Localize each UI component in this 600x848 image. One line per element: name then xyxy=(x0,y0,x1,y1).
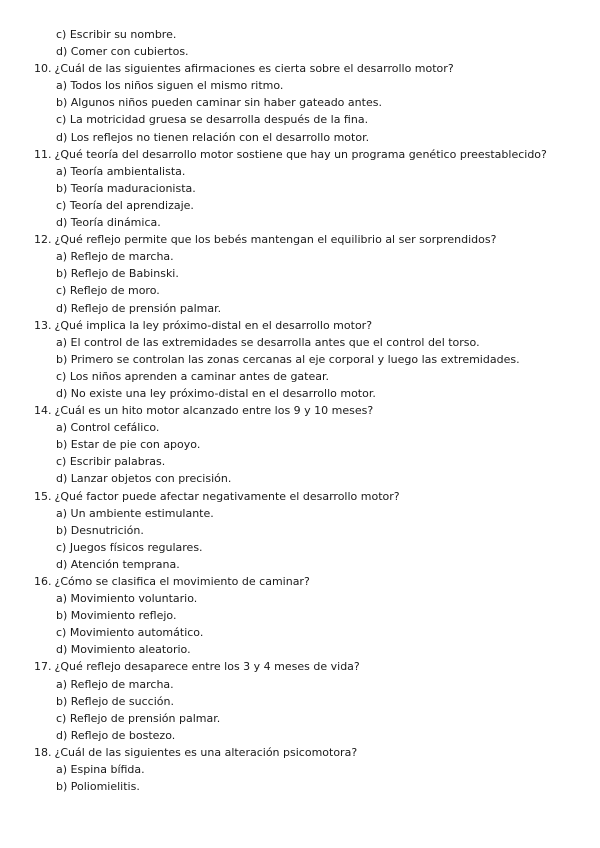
question-text: ¿Cuál es un hito motor alcanzado entre los 9 y 10 meses? xyxy=(54,404,374,418)
option-line: c) Escribir su nombre. xyxy=(56,28,177,41)
option-line: c) Juegos físicos regulares. xyxy=(56,540,203,554)
option-line: b) Poliomielitis. xyxy=(56,780,140,794)
question-number: 10. xyxy=(34,62,52,76)
option-line: b) Reflejo de Babinski. xyxy=(56,267,179,281)
option-line: b) Reflejo de succión. xyxy=(56,694,174,708)
question-number: 12. xyxy=(34,233,52,247)
question-line xyxy=(0,146,600,163)
question-line xyxy=(0,658,600,675)
question-line xyxy=(0,231,600,248)
question-number: 18. xyxy=(34,745,52,759)
question-text: ¿Cuál de las siguientes es una alteración psicomotora? xyxy=(54,745,358,759)
question-text: ¿Qué reflejo permite que los bebés mantengan el equilibrio al ser sorprendidos? xyxy=(54,233,497,247)
option-line: c) Movimiento automático. xyxy=(56,626,204,640)
question-list xyxy=(0,26,600,795)
option-line: a) Reflejo de marcha. xyxy=(56,250,174,264)
option-line: a) Reflejo de marcha. xyxy=(56,677,174,691)
option-line: a) Control cefálico. xyxy=(56,421,160,435)
option-line: d) Reflejo de bostezo. xyxy=(56,728,176,742)
option-line: c) Los niños aprenden a caminar antes de gatear. xyxy=(56,369,329,383)
question-text: ¿Qué reflejo desaparece entre los 3 y 4 meses de vida? xyxy=(54,660,360,674)
question-text: ¿Qué teoría del desarrollo motor sostiene que hay un programa genético preestablecido? xyxy=(54,147,547,161)
question-number: 11. xyxy=(34,147,52,161)
option-line: d) Movimiento aleatorio. xyxy=(56,643,191,657)
question-text: ¿Cómo se clasifica el movimiento de caminar? xyxy=(54,575,310,588)
option-line: b) Primero se controlan las zonas cercanas al eje corporal y luego las extremidades. xyxy=(56,352,520,366)
option-line: c) La motricidad gruesa se desarrolla después de la fina. xyxy=(56,113,369,127)
option-line: a) Espina bífida. xyxy=(56,763,145,777)
question-number: 16. xyxy=(34,575,52,588)
question-line xyxy=(0,744,600,761)
option-line: d) Reflejo de prensión palmar. xyxy=(56,301,222,315)
option-line: d) Los reflejos no tienen relación con el desarrollo motor. xyxy=(56,130,370,144)
question-line xyxy=(0,317,600,334)
question-text: ¿Cuál de las siguientes afirmaciones es cierta sobre el desarrollo motor? xyxy=(54,62,454,76)
option-line: b) Algunos niños pueden caminar sin haber gateado antes. xyxy=(56,96,382,110)
option-line: b) Estar de pie con apoyo. xyxy=(56,438,201,452)
option-line: b) Desnutrición. xyxy=(56,523,144,537)
option-line: d) No existe una ley próximo-distal en el desarrollo motor. xyxy=(56,386,376,400)
question-text: ¿Qué factor puede afectar negativamente el desarrollo motor? xyxy=(54,489,400,503)
option-line: a) Teoría ambientalista. xyxy=(56,164,186,178)
option-line: b) Movimiento reflejo. xyxy=(56,609,177,623)
question-number: 14. xyxy=(34,404,52,418)
option-line: c) Reflejo de prensión palmar. xyxy=(56,711,221,725)
option-line: a) Movimiento voluntario. xyxy=(56,592,198,606)
question-number: 15. xyxy=(34,489,52,503)
option-line: a) Todos los niños siguen el mismo ritmo. xyxy=(56,79,284,93)
question-line xyxy=(0,488,600,505)
option-line: c) Reflejo de moro. xyxy=(56,284,160,298)
question-line xyxy=(0,573,600,590)
question-number: 17. xyxy=(34,660,52,674)
question-line xyxy=(0,60,600,77)
option-line: d) Teoría dinámica. xyxy=(56,216,161,230)
option-line: d) Comer con cubiertos. xyxy=(56,45,189,59)
option-line: a) Un ambiente estimulante. xyxy=(56,506,214,520)
option-line: c) Escribir palabras. xyxy=(56,455,166,469)
option-line: a) El control de las extremidades se desarrolla antes que el control del torso. xyxy=(56,335,480,349)
question-line xyxy=(0,402,600,419)
option-line: c) Teoría del aprendizaje. xyxy=(56,198,194,212)
option-line: b) Teoría maduracionista. xyxy=(56,181,196,195)
option-line: d) Lanzar objetos con precisión. xyxy=(56,472,232,486)
question-text: ¿Qué implica la ley próximo-distal en el desarrollo motor? xyxy=(54,318,373,332)
option-line: d) Atención temprana. xyxy=(56,557,180,571)
question-number: 13. xyxy=(34,318,52,332)
